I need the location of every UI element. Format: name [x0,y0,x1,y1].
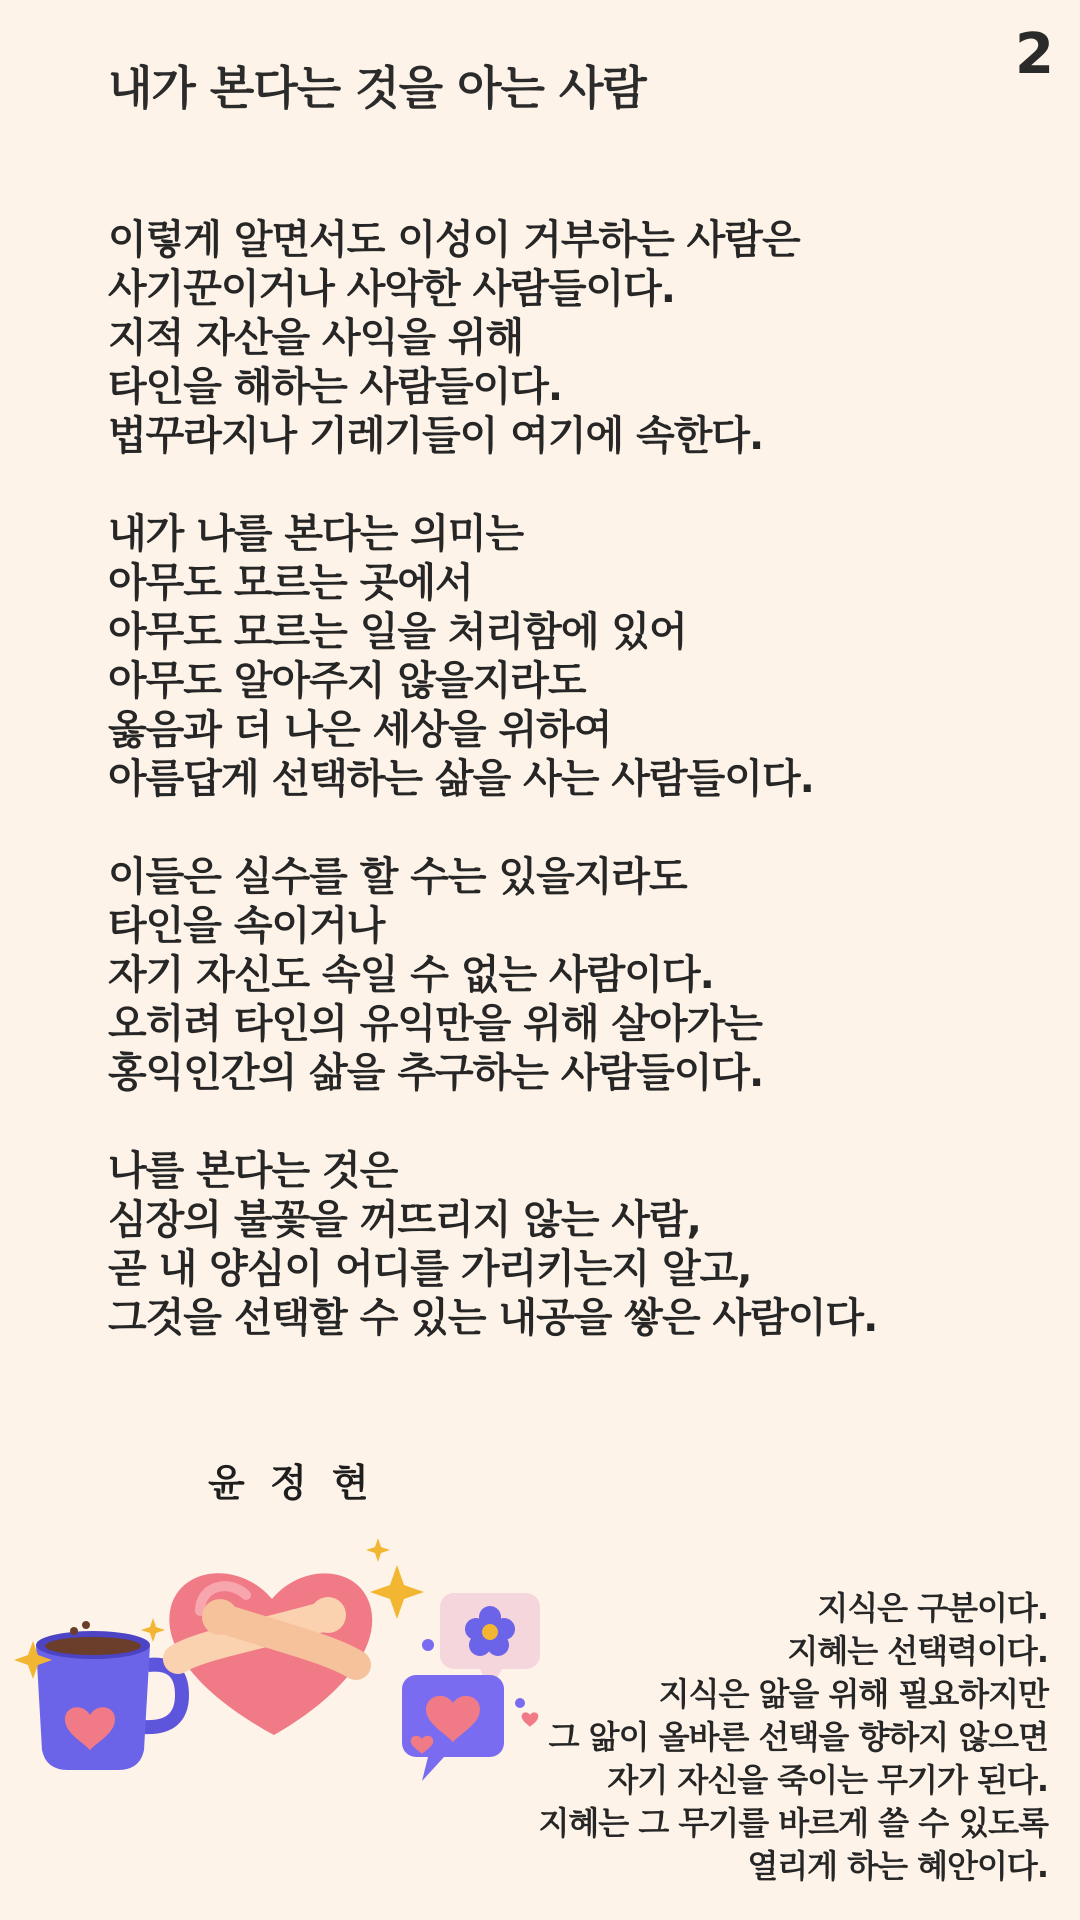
wisdom-line: 지혜는 그 무기를 바르게 쓸 수 있도록 [538,1804,1048,1842]
poem-line: 이들은 실수를 할 수는 있을지라도 [108,854,687,900]
poem-line: 타인을 해하는 사람들이다. [108,364,563,410]
poem-line: 아무도 알아주지 않을지라도 [108,658,586,704]
poem-line: 나를 본다는 것은 [108,1148,398,1194]
page-title: 내가 본다는 것을 아는 사람 [108,61,646,115]
poem-body [108,216,1008,1392]
stanza-3 [108,853,1008,1098]
mug-icon [36,1621,182,1770]
stanza-4 [108,1147,1008,1343]
poem-line: 법꾸라지나 기레기들이 여기에 속한다. [108,413,764,459]
illustration [10,1525,550,1785]
wisdom-line: 지식은 구분이다. [817,1589,1048,1627]
stanza-1 [108,216,1008,461]
poem-line: 아름답게 선택하는 삶을 사는 사람들이다. [108,756,814,802]
poem-line: 타인을 속이거나 [108,903,385,949]
heart-hug-icon [169,1573,372,1735]
poem-line: 오히려 타인의 유익만을 위해 살아가는 [108,1001,762,1047]
poem-line: 그것을 선택할 수 있는 내공을 쌓은 사람이다. [108,1295,878,1341]
wisdom-line: 지식은 앎을 위해 필요하지만 [658,1675,1048,1713]
wisdom-line: 열리게 하는 혜안이다. [747,1847,1048,1885]
poem-line: 심장의 불꽃을 꺼뜨리지 않는 사람, [108,1197,701,1243]
poem-line: 내가 나를 본다는 의미는 [108,511,524,557]
poem-line: 아무도 모르는 곳에서 [108,560,473,606]
wisdom-line: 그 앎이 올바른 선택을 향하지 않으면 [548,1718,1048,1756]
stanza-2 [108,510,1008,804]
poem-line: 아무도 모르는 일을 처리함에 있어 [108,609,687,655]
author-signature: 윤 정 현 [208,1460,375,1505]
wisdom-line: 자기 자신을 죽이는 무기가 된다. [607,1761,1048,1799]
wisdom-quote [538,1587,1048,1888]
page-number: 2 [1015,22,1054,87]
poem-line: 곧 내 양심이 어디를 가리키는지 알고, [108,1246,752,1292]
poem-line: 자기 자신도 속일 수 없는 사람이다. [108,952,714,998]
poem-line: 사기꾼이거나 사악한 사람들이다. [108,266,676,312]
poem-line: 지적 자산을 사익을 위해 [108,315,524,361]
poem-line: 홍익인간의 삶을 추구하는 사람들이다. [108,1050,764,1096]
poem-line: 이렇게 알면서도 이성이 거부하는 사람은 [108,217,800,263]
wisdom-line: 지혜는 선택력이다. [787,1632,1048,1670]
poem-line: 옳음과 더 나은 세상을 위하여 [108,707,612,753]
